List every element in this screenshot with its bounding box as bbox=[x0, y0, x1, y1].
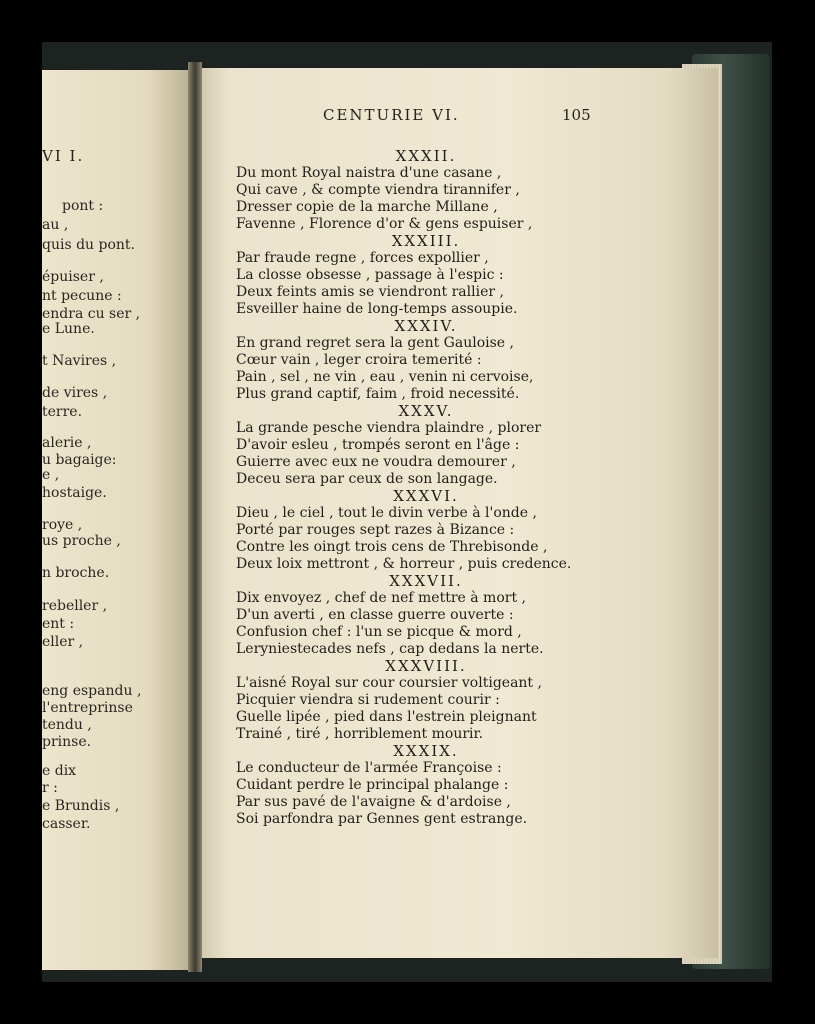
left-page-line: hostaige. bbox=[42, 485, 107, 501]
quatrain-number: XXXV. bbox=[398, 402, 454, 420]
verse-line: La grande pesche viendra plaindre , plorer bbox=[236, 420, 542, 436]
left-page-line: alerie , bbox=[42, 435, 92, 451]
verse-line: Cœur vain , leger croira temerité : bbox=[236, 352, 482, 368]
quatrain-number: XXXIX. bbox=[393, 742, 459, 760]
left-page-line: n broche. bbox=[42, 565, 110, 581]
quatrain-number: XXXIII. bbox=[391, 232, 461, 250]
verse-line: D'un averti , en classe guerre ouverte : bbox=[236, 607, 514, 623]
left-page-line: épuiser , bbox=[42, 269, 104, 285]
left-page-line: rebeller , bbox=[42, 598, 108, 614]
verse-line: Le conducteur de l'armée Françoise : bbox=[236, 760, 502, 776]
left-page-line: pont : bbox=[62, 198, 104, 214]
verse-line: En grand regret sera la gent Gauloise , bbox=[236, 335, 514, 351]
verse-line: Soi parfondra par Gennes gent estrange. bbox=[236, 811, 528, 827]
left-running-title: VI I. bbox=[42, 147, 85, 165]
left-page-line: r : bbox=[42, 780, 58, 796]
left-page-line: casser. bbox=[42, 816, 91, 832]
verse-line: Guelle lipée , pied dans l'estrein pleignant bbox=[236, 709, 537, 725]
left-page-line: ent : bbox=[42, 616, 75, 632]
verse-line: Plus grand captif, faim , froid necessité. bbox=[236, 386, 520, 402]
left-page-line: tendu , bbox=[42, 717, 92, 733]
verse-line: Cuidant perdre le principal phalange : bbox=[236, 777, 509, 793]
verse-line: D'avoir esleu , trompés seront en l'âge : bbox=[236, 437, 520, 453]
verse-line: Par sus pavé de l'avaigne & d'ardoise , bbox=[236, 794, 511, 810]
verse-line: Confusion chef : l'un se picque & mord , bbox=[236, 624, 522, 640]
quatrain bbox=[236, 318, 596, 403]
verse-line: Par fraude regne , forces expollier , bbox=[236, 250, 489, 266]
verse-line: Esveiller haine de long-temps assoupie. bbox=[236, 301, 518, 317]
page-number: 105 bbox=[562, 106, 591, 124]
quatrain-number: XXXII. bbox=[395, 147, 457, 165]
left-page-line: e Lune. bbox=[42, 321, 95, 337]
quatrain-number: XXXVII. bbox=[389, 572, 463, 590]
quatrain-number: XXXIV. bbox=[394, 317, 458, 335]
verse-line: Du mont Royal naistra d'une casane , bbox=[236, 165, 502, 181]
verse-line: L'aisné Royal sur cour coursier voltigeant , bbox=[236, 675, 542, 691]
verse-line: Dieu , le ciel , tout le divin verbe à l'onde , bbox=[236, 505, 537, 521]
page-header bbox=[0, 106, 815, 126]
running-title: CENTURIE VI. bbox=[323, 106, 460, 124]
left-page-line: u bagaige: bbox=[42, 452, 117, 468]
left-page-line: roye , bbox=[42, 517, 83, 533]
quatrain-list bbox=[236, 148, 596, 828]
left-page-line: e , bbox=[42, 467, 60, 483]
verse-line: Picquier viendra si rudement courir : bbox=[236, 692, 500, 708]
verse-line: Dresser copie de la marche Millane , bbox=[236, 199, 498, 215]
left-page-line: nt pecune : bbox=[42, 288, 122, 304]
left-page-line: t Navires , bbox=[42, 353, 117, 369]
verse-line: Trainé , tiré , horriblement mourir. bbox=[236, 726, 484, 742]
verse-line: Dix envoyez , chef de nef mettre à mort , bbox=[236, 590, 526, 606]
left-page-line: e Brundis , bbox=[42, 798, 120, 814]
quatrain-number: XXXVI. bbox=[393, 487, 459, 505]
quatrain bbox=[236, 658, 596, 743]
left-page-line: de vires , bbox=[42, 385, 108, 401]
left-page-line: l'entreprinse bbox=[42, 700, 133, 716]
quatrain bbox=[236, 573, 596, 658]
left-page-line: au , bbox=[42, 217, 69, 233]
verse-line: Deceu sera par ceux de son langage. bbox=[236, 471, 498, 487]
quatrain bbox=[236, 403, 596, 488]
left-page-line: prinse. bbox=[42, 734, 92, 750]
book-gutter bbox=[188, 62, 202, 972]
left-page-line: eng espandu , bbox=[42, 683, 142, 699]
verse-line: La closse obsesse , passage à l'espic : bbox=[236, 267, 504, 283]
verse-line: Porté par rouges sept razes à Bizance : bbox=[236, 522, 515, 538]
verse-line: Guierre avec eux ne voudra demourer , bbox=[236, 454, 516, 470]
quatrain bbox=[236, 488, 596, 573]
verse-line: Deux loix mettront , & horreur , puis credence. bbox=[236, 556, 572, 572]
verse-line: Deux feints amis se viendront rallier , bbox=[236, 284, 504, 300]
verse-line: Contre les oingt trois cens de Threbisonde , bbox=[236, 539, 548, 555]
verse-line: Leryniestecades nefs , cap dedans la nerte. bbox=[236, 641, 544, 657]
left-page-line: terre. bbox=[42, 404, 83, 420]
verse-line: Qui cave , & compte viendra tirannifer , bbox=[236, 182, 520, 198]
left-page-line: quis du pont. bbox=[42, 237, 136, 253]
quatrain bbox=[236, 743, 596, 828]
verse-line: Pain , sel , ne vin , eau , venin ni cervoise, bbox=[236, 369, 534, 385]
quatrain bbox=[236, 148, 596, 233]
left-page-line: eller , bbox=[42, 634, 84, 650]
verse-line: Favenne , Florence d'or & gens espuiser , bbox=[236, 216, 533, 232]
left-page-line: endra cu ser , bbox=[42, 306, 141, 322]
left-page-line: e dix bbox=[42, 763, 77, 779]
left-page-line: us proche , bbox=[42, 533, 121, 549]
quatrain-number: XXXVIII. bbox=[385, 657, 467, 675]
quatrain bbox=[236, 233, 596, 318]
